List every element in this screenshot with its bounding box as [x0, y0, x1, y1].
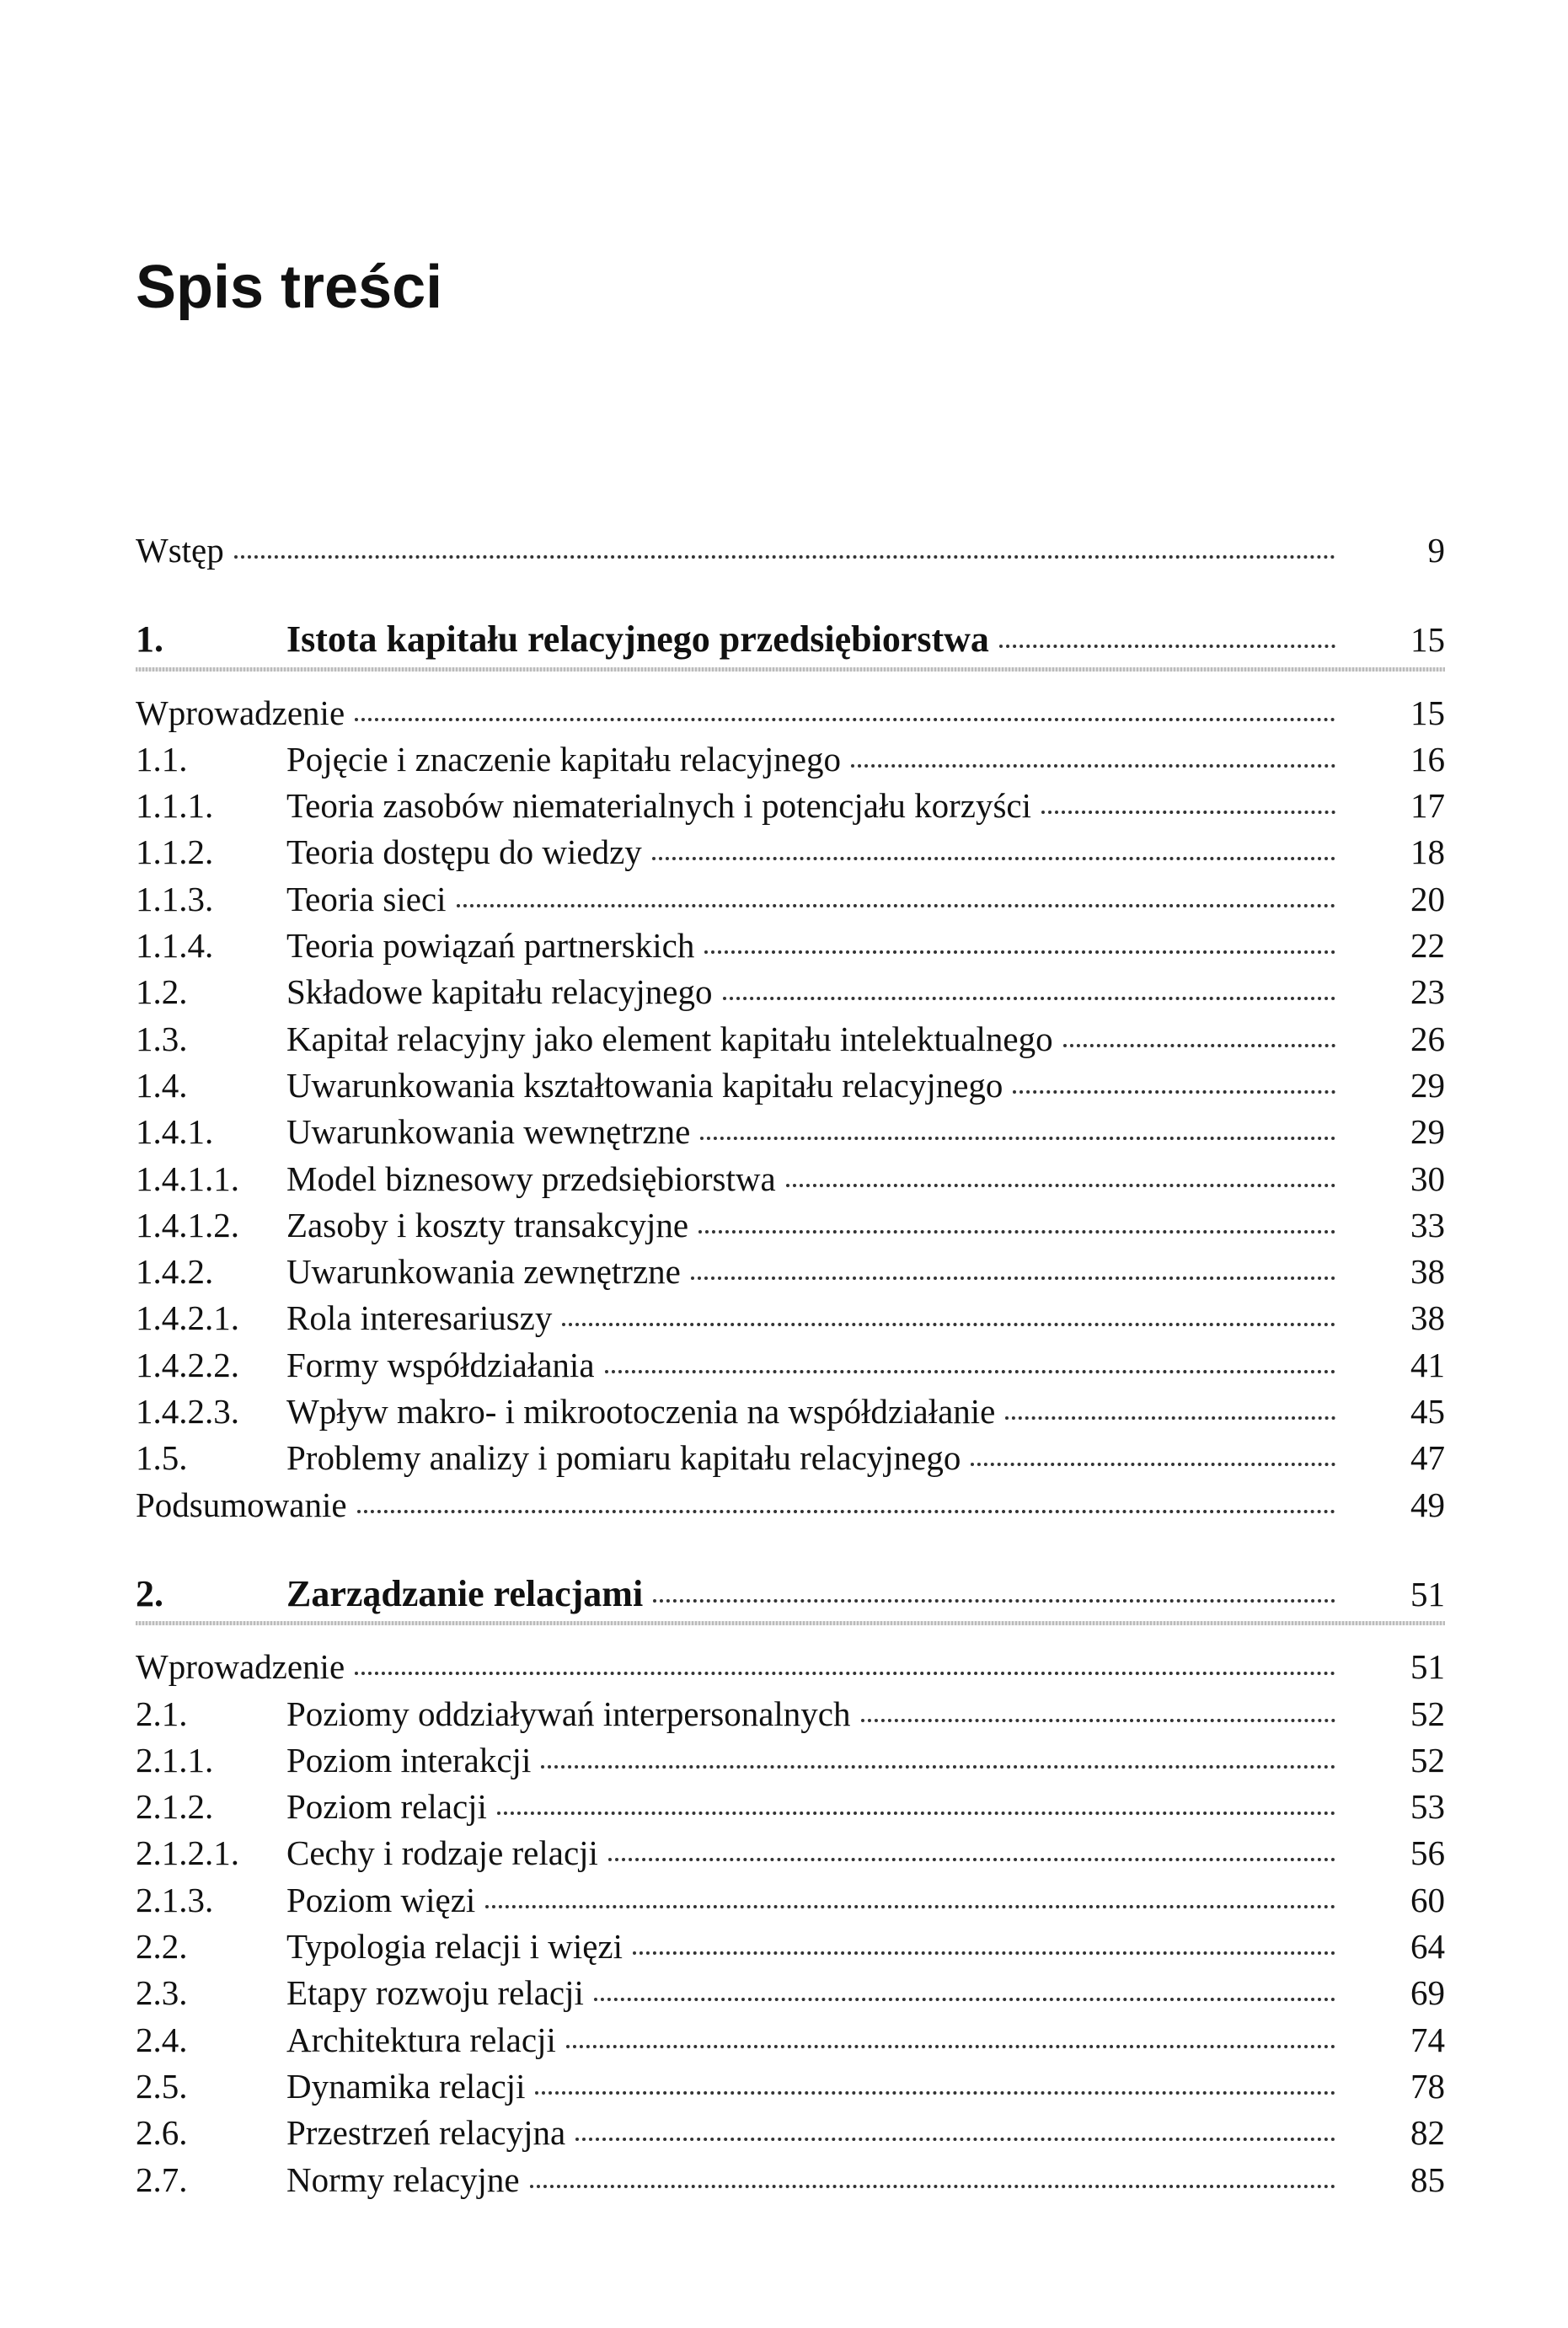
toc-entry [136, 1389, 1445, 1435]
page-number: 51 [1410, 1575, 1445, 1614]
toc-entry [136, 969, 1445, 1015]
dot-leader [594, 1998, 1335, 2001]
page-number: 56 [1410, 1833, 1445, 1872]
section-number: 2.2. [136, 1927, 188, 1966]
chapter-separator [136, 1621, 1445, 1625]
section-title: Zasoby i koszty transakcyjne [286, 1206, 689, 1244]
section-title: Wprowadzenie [136, 693, 345, 732]
dot-leader [457, 904, 1335, 907]
page-number: 53 [1410, 1787, 1445, 1826]
section-number: 2.3. [136, 1973, 188, 2012]
section-title: Zarządzanie relacjami [286, 1573, 644, 1614]
page-number: 38 [1410, 1252, 1445, 1291]
section-number: 2.1.3. [136, 1881, 214, 1919]
section-title: Wstęp [136, 531, 224, 570]
page-number: 29 [1410, 1112, 1445, 1151]
section-number: 1.4.1.2. [136, 1206, 239, 1244]
section-number: 1.1.2. [136, 832, 214, 871]
section-number: 2.1.1. [136, 1741, 214, 1779]
toc-entry [136, 1062, 1445, 1109]
toc-entry [136, 1691, 1445, 1737]
dot-leader [1013, 1090, 1335, 1094]
section-number: 1.5. [136, 1438, 188, 1477]
section-title: Uwarunkowania wewnętrzne [286, 1112, 691, 1151]
dot-leader [971, 1463, 1335, 1466]
section-title: Rola interesariuszy [286, 1298, 553, 1337]
toc-entry [136, 2017, 1445, 2063]
page-number: 9 [1427, 531, 1445, 570]
dot-leader [355, 718, 1335, 721]
dot-leader [652, 857, 1335, 860]
section-number: 2.5. [136, 2067, 188, 2106]
section-number: 1.1.4. [136, 926, 214, 965]
section-number: 2.1.2. [136, 1787, 214, 1826]
page-number: 26 [1410, 1020, 1445, 1058]
dot-leader [723, 997, 1336, 1000]
page-number: 85 [1410, 2160, 1445, 2199]
page-number: 51 [1410, 1647, 1445, 1686]
section-title: Teoria dostępu do wiedzy [286, 832, 642, 871]
toc-entry [136, 829, 1445, 875]
section-title: Podsumowanie [136, 1485, 347, 1524]
section-number: 2.1. [136, 1694, 188, 1733]
toc-chapter-entry [136, 1571, 1445, 1617]
dot-leader [691, 1276, 1335, 1280]
toc-entry [136, 1342, 1445, 1389]
toc-entry [136, 923, 1445, 969]
dot-leader [357, 1510, 1335, 1513]
page-number: 16 [1410, 740, 1445, 779]
toc-entry [136, 1877, 1445, 1924]
page-number: 17 [1410, 786, 1445, 825]
dot-leader [1005, 1416, 1335, 1420]
dot-leader [497, 1812, 1335, 1815]
section-title: Poziom interakcji [286, 1741, 532, 1779]
toc-entry [136, 876, 1445, 923]
toc-entry [136, 2110, 1445, 2156]
page-number: 52 [1410, 1694, 1445, 1733]
toc-entry [136, 1202, 1445, 1249]
section-number: 1.1.1. [136, 786, 214, 825]
dot-leader [704, 950, 1335, 954]
section-number: 2.6. [136, 2113, 188, 2152]
page-number: 15 [1410, 620, 1445, 659]
section-title: Kapitał relacyjny jako element kapitału intelektualnego [286, 1020, 1053, 1058]
section-title: Architektura relacji [286, 2020, 556, 2059]
section-number: 1.4.2.2. [136, 1346, 239, 1384]
dot-leader [1041, 811, 1335, 814]
page-number: 49 [1410, 1485, 1445, 1524]
toc-entry [136, 1295, 1445, 1341]
toc-entry [136, 1737, 1445, 1784]
dot-leader [861, 1719, 1336, 1722]
dot-leader [851, 764, 1335, 768]
dot-leader [541, 1765, 1335, 1769]
section-title: Normy relacyjne [286, 2160, 520, 2199]
section-title: Wprowadzenie [136, 1647, 345, 1686]
toc-entry [136, 1644, 1445, 1690]
section-number: 1.4. [136, 1066, 188, 1105]
toc-entry [136, 1482, 1445, 1528]
dot-leader [633, 1951, 1335, 1955]
toc-entry [136, 1830, 1445, 1876]
toc-entry [136, 1016, 1445, 1062]
section-title: Poziom relacji [286, 1787, 487, 1826]
dot-leader [1063, 1044, 1335, 1047]
section-number: 1.4.1. [136, 1112, 214, 1151]
page-number: 60 [1410, 1881, 1445, 1919]
section-number: 1.2. [136, 972, 188, 1011]
section-title: Typologia relacji i więzi [286, 1927, 623, 1966]
dot-leader [562, 1323, 1335, 1326]
toc-entry [136, 690, 1445, 736]
dot-leader [575, 2138, 1335, 2141]
section-title: Składowe kapitału relacyjnego [286, 972, 713, 1011]
section-title: Istota kapitału relacyjnego przedsiębiorstwa [286, 618, 989, 660]
page-number: 78 [1410, 2067, 1445, 2106]
section-number: 2. [136, 1573, 163, 1614]
toc-entry [136, 1784, 1445, 1830]
page-title: Spis treści [136, 254, 443, 321]
page-number: 38 [1410, 1298, 1445, 1337]
dot-leader [786, 1184, 1335, 1187]
section-title: Przestrzeń relacyjna [286, 2113, 566, 2152]
section-number: 1. [136, 618, 163, 660]
section-title: Poziom więzi [286, 1881, 476, 1919]
section-title: Model biznesowy przedsiębiorstwa [286, 1159, 776, 1198]
dot-leader [485, 1905, 1335, 1908]
dot-leader [700, 1137, 1335, 1140]
dot-leader [234, 555, 1335, 559]
section-title: Wpływ makro- i mikrootoczenia na współdziałanie [286, 1392, 996, 1431]
page-number: 18 [1410, 832, 1445, 871]
dot-leader [608, 1858, 1335, 1861]
section-number: 1.4.2. [136, 1252, 214, 1291]
section-number: 1.1. [136, 740, 188, 779]
section-title: Uwarunkowania kształtowania kapitału relacyjnego [286, 1066, 1003, 1105]
page-number: 20 [1410, 880, 1445, 918]
toc-entry [136, 1156, 1445, 1202]
dot-leader [355, 1672, 1335, 1675]
section-number: 2.4. [136, 2020, 188, 2059]
section-number: 1.4.2.3. [136, 1392, 239, 1431]
page-number: 74 [1410, 2020, 1445, 2059]
dot-leader [530, 2185, 1335, 2188]
section-title: Teoria zasobów niematerialnych i potencjału korzyści [286, 786, 1031, 825]
section-title: Dynamika relacji [286, 2067, 526, 2106]
toc-entry [136, 783, 1445, 829]
section-title: Uwarunkowania zewnętrzne [286, 1252, 681, 1291]
page-number: 52 [1410, 1741, 1445, 1779]
toc-entry [136, 2157, 1445, 2203]
section-title: Problemy analizy i pomiaru kapitału relacyjnego [286, 1438, 961, 1477]
section-title: Cechy i rodzaje relacji [286, 1833, 598, 1872]
section-number: 1.4.1.1. [136, 1159, 239, 1198]
toc-entry [136, 1109, 1445, 1155]
page-number: 82 [1410, 2113, 1445, 2152]
page-number: 69 [1410, 1973, 1445, 2012]
section-title: Etapy rozwoju relacji [286, 1973, 584, 2012]
section-number: 1.1.3. [136, 880, 214, 918]
section-number: 2.7. [136, 2160, 188, 2199]
chapter-separator [136, 667, 1445, 672]
toc-entry [136, 1924, 1445, 1970]
section-title: Teoria powiązań partnerskich [286, 926, 695, 965]
page-number: 22 [1410, 926, 1445, 965]
page-number: 33 [1410, 1206, 1445, 1244]
section-number: 1.3. [136, 1020, 188, 1058]
page-number: 29 [1410, 1066, 1445, 1105]
page-number: 47 [1410, 1438, 1445, 1477]
toc-entry [136, 2063, 1445, 2110]
page-number: 41 [1410, 1346, 1445, 1384]
section-title: Poziomy oddziaływań interpersonalnych [286, 1694, 851, 1733]
page-number: 45 [1410, 1392, 1445, 1431]
dot-leader [535, 2091, 1335, 2095]
section-title: Pojęcie i znaczenie kapitału relacyjnego [286, 740, 841, 779]
dot-leader [605, 1370, 1335, 1373]
dot-leader [698, 1230, 1335, 1234]
toc-entry [136, 736, 1445, 783]
page-number: 23 [1410, 972, 1445, 1011]
section-title: Teoria sieci [286, 880, 447, 918]
page-number: 15 [1410, 693, 1445, 732]
section-number: 2.1.2.1. [136, 1833, 239, 1872]
dot-leader [999, 645, 1335, 648]
dot-leader [566, 2045, 1335, 2048]
toc-entry [136, 1970, 1445, 2016]
page-number: 64 [1410, 1927, 1445, 1966]
toc-chapter-entry [136, 616, 1445, 662]
page-number: 30 [1410, 1159, 1445, 1198]
toc-entry [136, 1435, 1445, 1481]
toc-entry [136, 527, 1445, 574]
dot-leader [653, 1599, 1335, 1603]
section-title: Formy współdziałania [286, 1346, 595, 1384]
section-number: 1.4.2.1. [136, 1298, 239, 1337]
toc-entry [136, 1249, 1445, 1295]
